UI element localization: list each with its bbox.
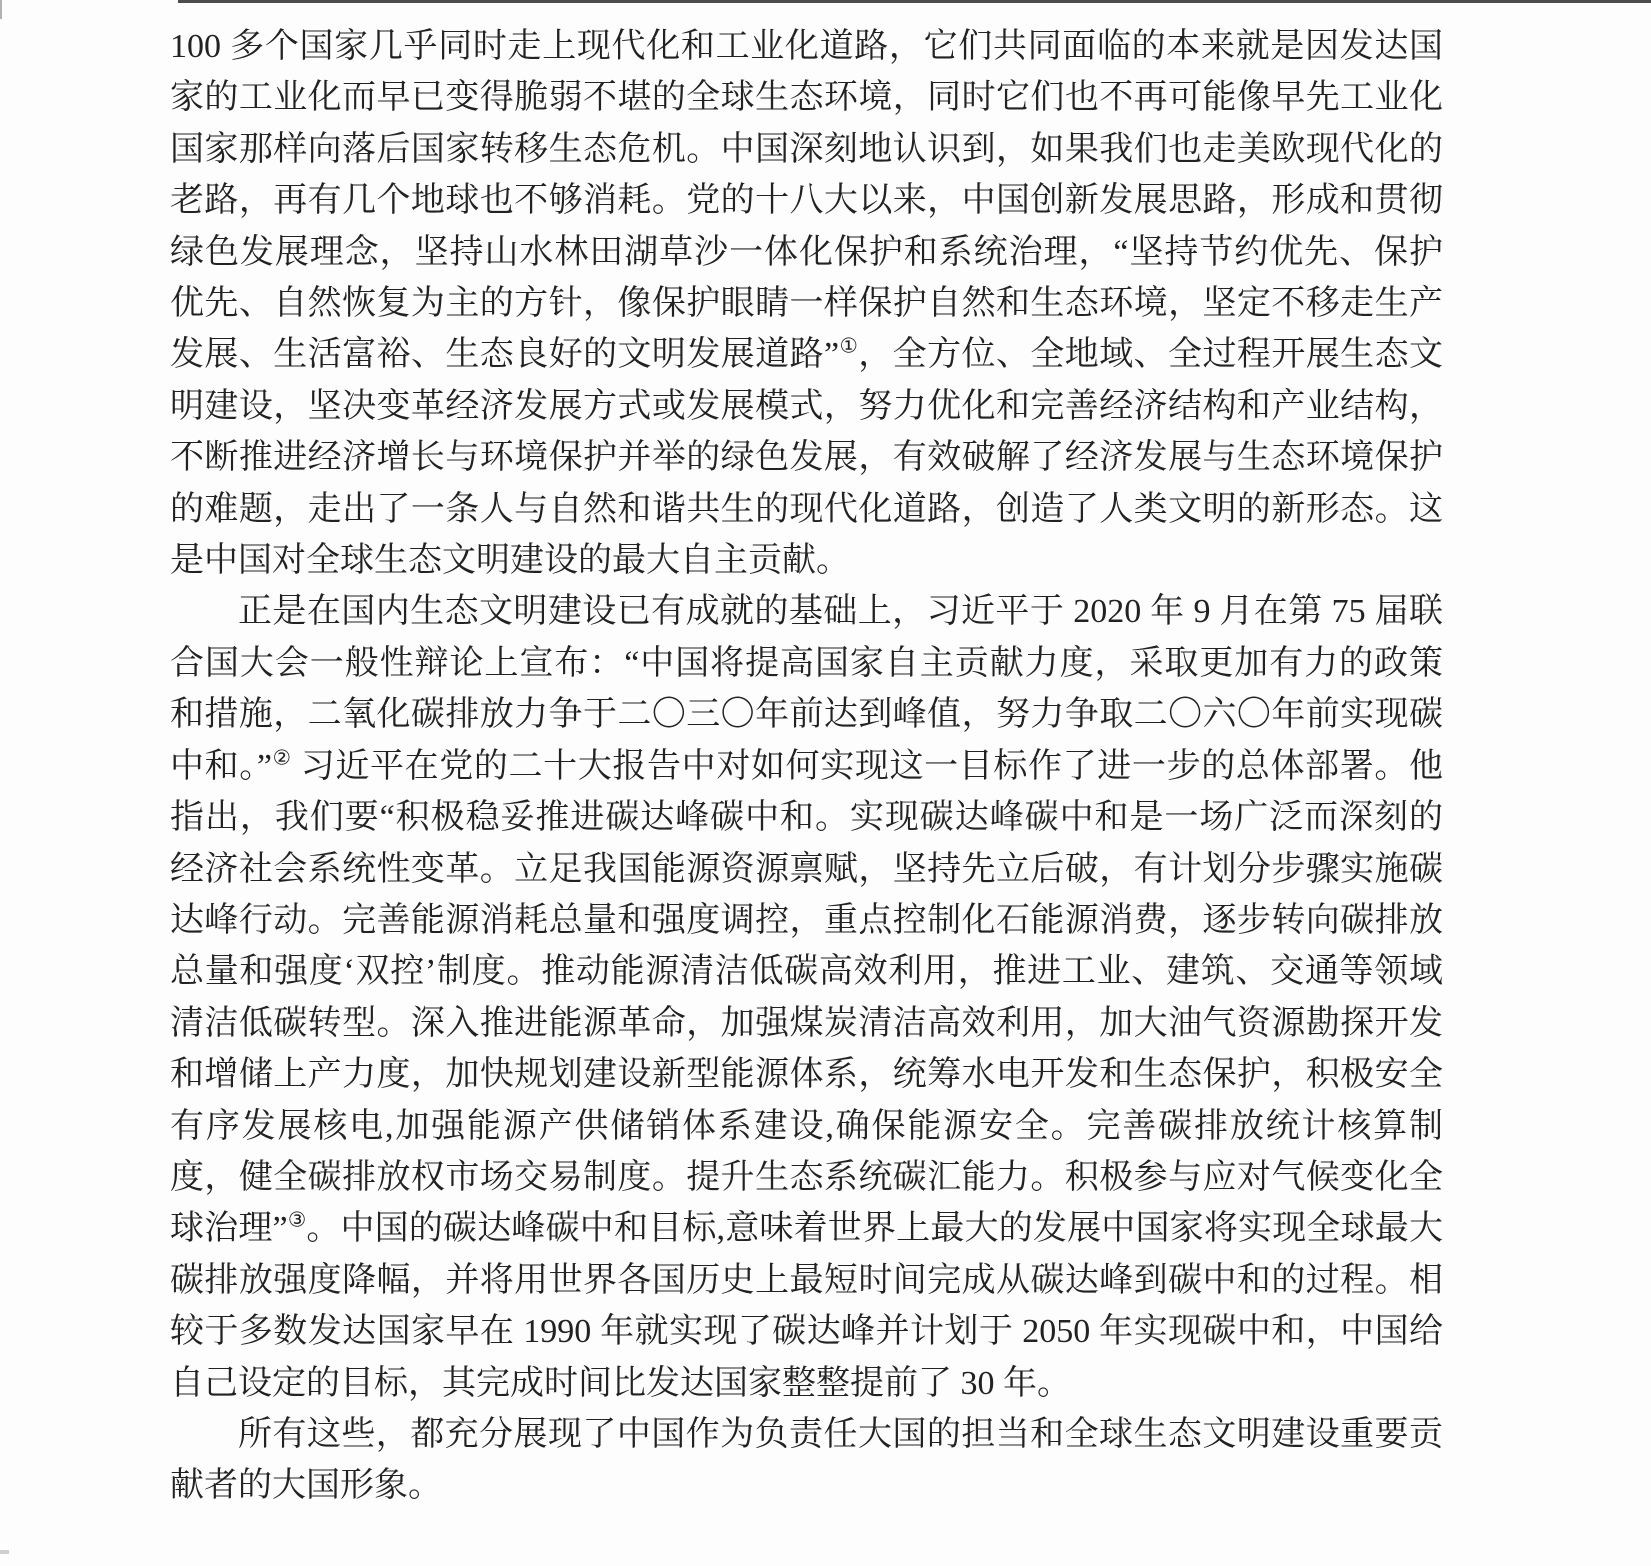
body-paragraph: 正是在国内生态文明建设已有成就的基础上，习近平于 2020 年 9 月在第 75 届联合国大会一般性辩论上宣布：“中国将提高国家自主贡献力度，采取更加有力的政策和措施，二氧化碳排放力争于二〇三〇年前达到峰值，努力争取二〇六〇年前实现碳中和。”② 习近平在党的二十大报告中对如何实现这一目标作了进一步的总体部署。他指出，我们要“积极稳妥推进碳达峰碳中和。实现碳达峰碳中和是一场广泛而深刻的经济社会系统性变革。立足我国能源资源禀赋，坚持先立后破，有计划分步骤实施碳达峰行动。完善能源消耗总量和强度调控，重点控制化石能源消费，逐步转向碳排放总量和强度‘双控’制度。推动能源清洁低碳高效利用，推进工业、建筑、交通等领域清洁低碳转型。深入推进能源革命，加强煤炭清洁高效利用，加大油气资源勘探开发和增储上产力度，加快规划建设新型能源体系，统筹水电开发和生态保护，积极安全有序发展核电,加强能源产供储销体系建设,确保能源安全。完善碳排放统计核算制度，健全碳排放权市场交易制度。提升生态系统碳汇能力。积极参与应对气候变化全球治理”③。中国的碳达峰碳中和目标,意味着世界上最大的发展中国家将实现全球最大碳排放强度降幅，并将用世界各国历史上最短时间完成从碳达峰到碳中和的过程。相较于多数发达国家早在 1990 年就实现了碳达峰并计划于 2050 年实现碳中和，中国给自己设定的目标，其完成时间比发达国家整整提前了 30 年。 bbox=[170, 593, 1444, 1402]
footnote-ref: ② bbox=[272, 747, 292, 770]
body-paragraph: 所有这些，都充分展现了中国作为负责任大国的担当和全球生态文明建设重要贡献者的大国形象。 bbox=[170, 1415, 1443, 1505]
body-text bbox=[170, 21, 1443, 1512]
scan-artifact-left-edge bbox=[0, 0, 2, 19]
footnote-ref: ③ bbox=[287, 1210, 307, 1233]
scan-artifact-bottom-left bbox=[0, 1550, 9, 1554]
scan-artifact-top-edge bbox=[178, 0, 1651, 3]
footnote-ref: ① bbox=[839, 336, 859, 359]
body-paragraph: 100 多个国家几乎同时走上现代化和工业化道路，它们共同面临的本来就是因发达国家的工业化而早已变得脆弱不堪的全球生态环境，同时它们也不再可能像早先工业化国家那样向落后国家转移生态危机。中国深刻地认识到，如果我们也走美欧现代化的老路，再有几个地球也不够消耗。党的十八大以来，中国创新发展思路，形成和贯彻绿色发展理念，坚持山水林田湖草沙一体化保护和系统治理，“坚持节约优先、保护优先、自然恢复为主的方针，像保护眼睛一样保护自然和生态环境，坚定不移走生产发展、生活富裕、生态良好的文明发展道路”①，全方位、全地域、全过程开展生态文明建设，坚决变革经济发展方式或发展模式，努力优化和完善经济结构和产业结构，不断推进经济增长与环境保护并举的绿色发展，有效破解了经济发展与生态环境保护的难题，走出了一条人与自然和谐共生的现代化道路，创造了人类文明的新形态。这是中国对全球生态文明建设的最大自主贡献。 bbox=[170, 28, 1444, 580]
